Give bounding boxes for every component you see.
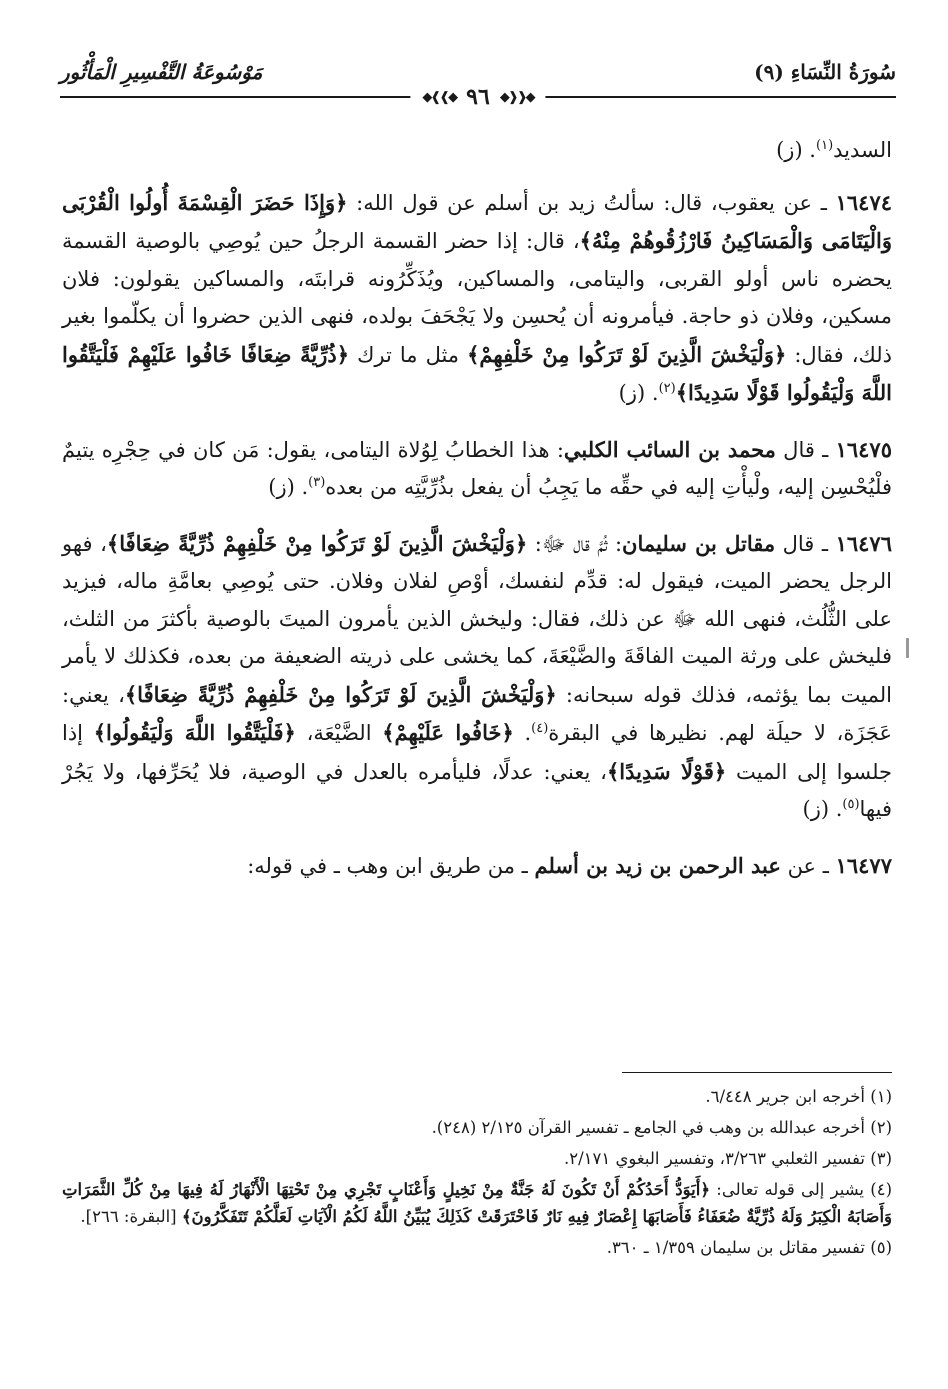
quran-quote: ﴿قَوْلًا سَدِيدًا﴾ — [606, 758, 727, 784]
footnote-ref[interactable]: (٤) — [531, 721, 549, 736]
entry-number: ١٦٤٧٥ — [835, 436, 892, 462]
entry-number: ١٦٤٧٧ — [835, 852, 892, 878]
surah-name: سُورَةُ النِّسَاءِ (٩) — [754, 60, 896, 84]
paragraph-16475: ١٦٤٧٥ ـ قال محمد بن السائب الكلبي: هذا الخطابُ لِوُلاة اليتامى، يقول: مَن كان في حِجْرِه يتيمٌ فلْيُحْسِن إليه، ولْيأْتِ إليه في حقِّه ما يَجِبُ أن يفعل بذُرِّيَّتِه من بعده$^{(٣)}$. (ز) — [62, 436, 892, 499]
footnote-5: (٥) تفسير مقاتل بن سليمان ١/٣٥٩ ـ ٣٦٠. — [606, 1238, 892, 1257]
paragraph-16474: ١٦٤٧٤ ـ عن يعقوب، قال: سألتُ زيد بن أسلم عن قول الله: ﴿وَإِذَا حَضَرَ الْقِسْمَةَ أُولُوا الْقُرْبَى وَالْيَتَامَى وَالْمَسَاكِينُ فَارْزُقُوهُمْ مِنْهُ﴾، قال: إذا حضر القسمة الرجلُ حين يُوصِي بالوصية القسمة يحضره ناس أولو القربى، واليتامى، والمساكين، ويُذَكِّرُونه قرابتَه، والمساكين يقولون: فلان مسكين، وفلان ذو حاجة. فيأمرونه أن يُحسِن ولا يَجْحَفَ بولده، فنهى الذين حضروا أن يكلّموا بغير ذلك، فقال: ﴿وَلْيَخْشَ الَّذِينَ لَوْ تَرَكُوا مِنْ خَلْفِهِمْ﴾ مثل ما ترك ﴿ذُرِّيَّةً ضِعَافًا خَافُوا عَلَيْهِمْ فَلْيَتَّقُوا اللَّهَ وَلْيَقُولُوا قَوْلًا سَدِيدًا﴾$^{(٢)}$. (ز) — [62, 189, 893, 405]
margin-mark — [906, 638, 909, 658]
footnotes — [62, 1072, 892, 1265]
footnote-1: (١) أخرجه ابن جرير ٦/٤٤٨. — [705, 1087, 892, 1106]
footnote-ref[interactable]: (٢) — [658, 381, 676, 396]
footnote-ref[interactable]: (١) — [816, 138, 834, 153]
page-header — [60, 58, 896, 118]
ornament-left: ◆❰❰◆ — [422, 89, 457, 105]
main-text — [62, 132, 892, 903]
narrator-name: عبد الرحمن بن زيد بن أسلم — [534, 852, 781, 878]
entry-number: ١٦٤٧٦ — [835, 530, 892, 556]
quran-quote: ﴿وَلْيَخْشَ الَّذِينَ لَوْ تَرَكُوا مِنْ خَلْفِهِمْ﴾ — [467, 341, 787, 367]
quran-quote: ﴿فَلْيَتَّقُوا اللَّهَ وَلْيَقُولُوا﴾ — [93, 720, 296, 745]
page-number: ٩٦ — [466, 84, 490, 110]
footnote-rule — [622, 1072, 892, 1073]
page-number-box — [410, 84, 545, 110]
narrator-name: محمد بن السائب الكلبي — [563, 436, 776, 462]
quran-quote: ﴿خَافُوا عَلَيْهِمْ﴾ — [382, 720, 514, 745]
paragraph-continuation: السديد$^{(١)}$. (ز) — [776, 138, 892, 162]
footnote-ref[interactable]: (٣) — [308, 475, 326, 490]
paragraph-16476: ١٦٤٧٦ ـ قال مقاتل بن سليمان: ثُمَّ قال ﷻ: ﴿وَلْيَخْشَ الَّذِينَ لَوْ تَرَكُوا مِنْ خَلْفِهِمْ ذُرِّيَّةً ضِعَافًا﴾، فهو الرجل يحضر الميت، فيقول له: قدِّم لنفسك، أوْصِ لفلان وفلان. حتى يُوصِي بعامَّةِ ماله، فيزيد على الثُّلُث، فنهى الله ﷻ عن ذلك، فقال: وليخش الذين يأمرون الميتَ بالوصية بأكثرَ من الثلث، فليخش على ورثة الميت الفاقَةَ والضَّيْعَةَ، كما يخشى على ذريته الضعيفة من بعده، فكذلك لا يأمر الميت بما يؤثمه، فذلك قوله سبحانه: ﴿وَلْيَخْشَ الَّذِينَ لَوْ تَرَكُوا مِنْ خَلْفِهِمْ ذُرِّيَّةً ضِعَافًا﴾، يعني: عَجَزَة، لا حيلَة لهم. نظيرها في البقرة$^{(٤)}$. ﴿خَافُوا عَلَيْهِمْ﴾ الضَّيْعَة، ﴿فَلْيَتَّقُوا اللَّهَ وَلْيَقُولُوا﴾ إذا جلسوا إلى الميت ﴿قَوْلًا سَدِيدًا﴾، يعني: عدلًا، فليأمره بالعدل في الوصية، فلا يُحَرِّفها، ولا يَجُرْ فيها$^{(٥)}$. (ز) — [62, 530, 892, 821]
quran-quote: ﴿وَإِذَا حَضَرَ الْقِسْمَةَ أُولُوا الْقُرْبَى وَالْيَتَامَى وَالْمَسَاكِينُ فَارْزُقُوهُمْ مِنْهُ﴾ — [62, 189, 893, 253]
quran-quote: ﴿وَلْيَخْشَ الَّذِينَ لَوْ تَرَكُوا مِنْ خَلْفِهِمْ ذُرِّيَّةً ضِعَافًا﴾ — [124, 681, 557, 707]
quran-quote: ﴿وَلْيَخْشَ الَّذِينَ لَوْ تَرَكُوا مِنْ خَلْفِهِمْ ذُرِّيَّةً ضِعَافًا﴾ — [106, 530, 528, 556]
book-title: مَوْسُوعَةُ التَّفْسِيرِ الْمَأْثُور — [60, 60, 263, 84]
footnote-2: (٢) أخرجه عبدالله بن وهب في الجامع ـ تفسير القرآن ٢/١٢٥ (٢٤٨). — [431, 1118, 892, 1137]
paragraph-16477: ١٦٤٧٧ ـ عن عبد الرحمن بن زيد بن أسلم ـ من طريق ابن وهب ـ في قوله: — [247, 852, 892, 878]
footnote-3: (٣) تفسير الثعلبي ٣/٢٦٣، وتفسير البغوي ٢/١٧١. — [563, 1149, 892, 1168]
quran-quote: ﴿أَيَوَدُّ أَحَدُكُمْ أَنْ تَكُونَ لَهُ جَنَّةٌ مِنْ نَخِيلٍ وَأَعْنَابٍ تَجْرِي مِنْ تَحْتِهَا الْأَنْهَارُ لَهُ فِيهَا مِنْ كُلِّ الثَّمَرَاتِ وَأَصَابَهُ الْكِبَرُ وَلَهُ ذُرِّيَّةٌ ضُعَفَاءُ فَأَصَابَهَا إِعْصَارٌ فِيهِ نَارٌ فَاحْتَرَقَتْ كَذَلِكَ يُبَيِّنُ اللَّهُ لَكُمُ الْآيَاتِ لَعَلَّكُمْ تَتَفَكَّرُونَ﴾ — [62, 1180, 892, 1226]
quran-quote: ﴿ذُرِّيَّةً ضِعَافًا خَافُوا عَلَيْهِمْ فَلْيَتَّقُوا اللَّهَ وَلْيَقُولُوا قَوْلًا سَدِيدًا﴾ — [62, 341, 892, 405]
footnote-ref[interactable]: (٥) — [842, 797, 860, 812]
entry-number: ١٦٤٧٤ — [835, 189, 893, 215]
ornament-right: ◆❱❱◆ — [499, 89, 534, 105]
narrator-name: مقاتل بن سليمان — [622, 530, 776, 556]
footnote-4: (٤) يشير إلى قوله تعالى: ﴿أَيَوَدُّ أَحَدُكُمْ أَنْ تَكُونَ لَهُ جَنَّةٌ مِنْ نَخِيلٍ وَأَعْنَابٍ تَجْرِي مِنْ تَحْتِهَا الْأَنْهَارُ لَهُ فِيهَا مِنْ كُلِّ الثَّمَرَاتِ وَأَصَابَهُ الْكِبَرُ وَلَهُ ذُرِّيَّةٌ ضُعَفَاءُ فَأَصَابَهَا إِعْصَارٌ فِيهِ نَارٌ فَاحْتَرَقَتْ كَذَلِكَ يُبَيِّنُ اللَّهُ لَكُمُ الْآيَاتِ لَعَلَّكُمْ تَتَفَكَّرُونَ﴾ [البقرة: ٢٦٦]. — [62, 1180, 893, 1226]
